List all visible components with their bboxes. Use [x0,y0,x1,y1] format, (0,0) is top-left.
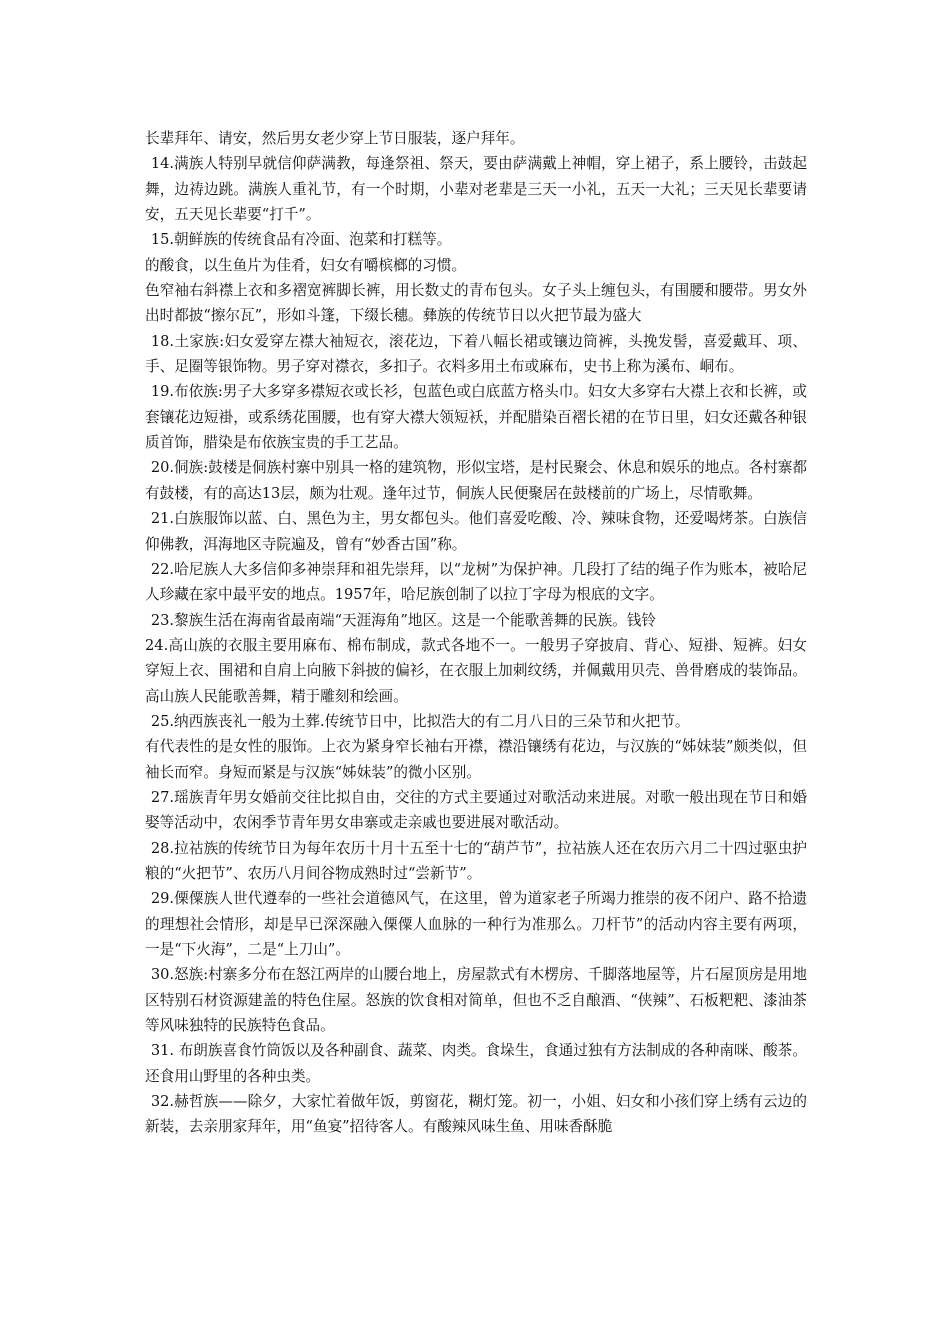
document-body [145,126,807,1140]
paragraph: 长辈拜年、请安，然后男女老少穿上节日服装，逐户拜年。 [145,130,525,147]
paragraph: 25.纳西族丧礼一般为土葬.传统节日中，比拟浩大的有二月八日的三朵节和火把节。 [150,712,690,730]
paragraph: 15.朝鲜族的传统食品有冷面、泡菜和打糕等。 [150,231,452,249]
paragraph: 24.高山族的衣服主要用麻布、棉布制成，款式各地不一。一般男子穿披肩、背心、短褂、短裤。妇女穿短上衣、围裙和自肩上向腋下斜披的偏衫，在衣服上加刺纹绣，并佩戴用贝壳、兽骨磨成的装饰品。高山族人民能歌善舞，精于雕刻和绘画。 [145,636,807,705]
paragraph: 色窄袖右斜襟上衣和多褶宽裤脚长裤，用长数丈的青布包头。女子头上缠包头，有围腰和腰带。男女外出时都披“擦尔瓦”，形如斗篷，下缀长穗。彝族的传统节日以火把节最为盛大 [145,282,807,325]
paragraph: 23.黎族生活在海南省最南端“天涯海角”地区。这是一个能歌善舞的民族。钱铃 [150,611,656,629]
paragraph: 21.白族服饰以蓝、白、黑色为主，男女都包头。他们喜爱吃酸、冷、辣味食物，还爱喝烤茶。白族信仰佛教，洱海地区寺院遍及，曾有“妙香古国”称。 [145,510,807,553]
paragraph: 29.傈僳族人世代遵奉的一些社会道德风气，在这里，曾为道家老子所竭力推崇的夜不闭户、路不拾遗的理想社会情形，却是早已深深融入傈僳人血脉的一种行为准那么。刀杆节”的活动内容主要有两项，一是“下火海”，二是“上刀山”。 [145,890,807,958]
paragraph: 20.侗族:鼓楼是侗族村寨中别具一格的建筑物，形似宝塔，是村民聚会、休息和娱乐的地点。各村寨都有鼓楼，有的高达13层，颇为壮观。逢年过节，侗族人民便聚居在鼓楼前的广场上，尽情歌舞。 [145,459,807,502]
paragraph: 14.满族人特别早就信仰萨满教，每逢祭祖、祭天，要由萨满戴上神帽，穿上裙子，系上腰铃，击鼓起舞，边祷边跳。满族人重礼节，有一个时期，小辈对老辈是三天一小礼，五天一大礼；三天见长辈要请安，五天见长辈要“打千”。 [145,155,807,224]
paragraph: 的酸食，以生鱼片为佳肴，妇女有嚼槟榔的习惯。 [145,256,467,274]
paragraph: 18.土家族:妇女爱穿左襟大袖短衣，滚花边，下着八幅长裙或镶边筒裤，头挽发髻，喜爱戴耳、项、手、足圈等银饰物。男子穿对襟衣，多扣子。衣料多用土布或麻布，史书上称为溪布、峒布。 [145,332,807,376]
paragraph: 30.怒族:村寨多分布在怒江两岸的山腰台地上，房屋款式有木楞房、千脚落地屋等，片石屋顶房是用地区特别石材资源建盖的特色住屋。怒族的饮食相对简单，但也不乏自酿酒、“侠辣”、石板粑粑、漆油茶等风味独特的民族特色食品。 [145,966,807,1035]
paragraph: 22.哈尼族人大多信仰多神崇拜和祖先崇拜，以“龙树”为保护神。几段打了结的绳子作为账本，被哈尼人珍藏在家中最平安的地点。1957年，哈尼族创制了以拉丁字母为根底的文字。 [145,560,807,604]
paragraph: 27.瑶族青年男女婚前交往比拟自由，交往的方式主要通过对歌活动来进展。对歌一般出现在节日和婚娶等活动中，农闲季节青年男女串寨或走亲戚也要进展对歌活动。 [145,788,807,832]
paragraph: 31. 布朗族喜食竹筒饭以及各种副食、蔬菜、肉类。食垛生，食通过独有方法制成的各种南咪、酸茶。还食用山野里的各种虫类。 [145,1042,807,1085]
paragraph: 19.布依族:男子大多穿多襟短衣或长衫，包蓝色或白底蓝方格头巾。妇女大多穿右大襟上衣和长裤，或套镶花边短褂，或系绣花围腰，也有穿大襟大领短袄，并配腊染百褶长裙的在节日里，妇女还戴各种银质首饰，腊染是布依族宝贵的手工艺品。 [145,383,807,452]
paragraph: 有代表性的是女性的服饰。上衣为紧身窄长袖右开襟，襟沿镶绣有花边，与汉族的“姊妹装”颇类似，但袖长而窄。身短而紧是与汉族“姊妹装”的微小区别。 [145,738,807,781]
paragraph: 28.拉祜族的传统节日为每年农历十月十五至十七的“葫芦节”，拉祜族人还在农历六月二十四过驱虫护粮的“火把节”、农历八月间谷物成熟时过“尝新节”。 [145,839,807,882]
paragraph: 32.赫哲族——除夕，大家忙着做年饭，剪窗花，糊灯笼。初一，小姐、妇女和小孩们穿上绣有云边的新装，去亲朋家拜年，用“鱼宴”招待客人。有酸辣风味生鱼、用味香酥脆 [145,1093,807,1136]
